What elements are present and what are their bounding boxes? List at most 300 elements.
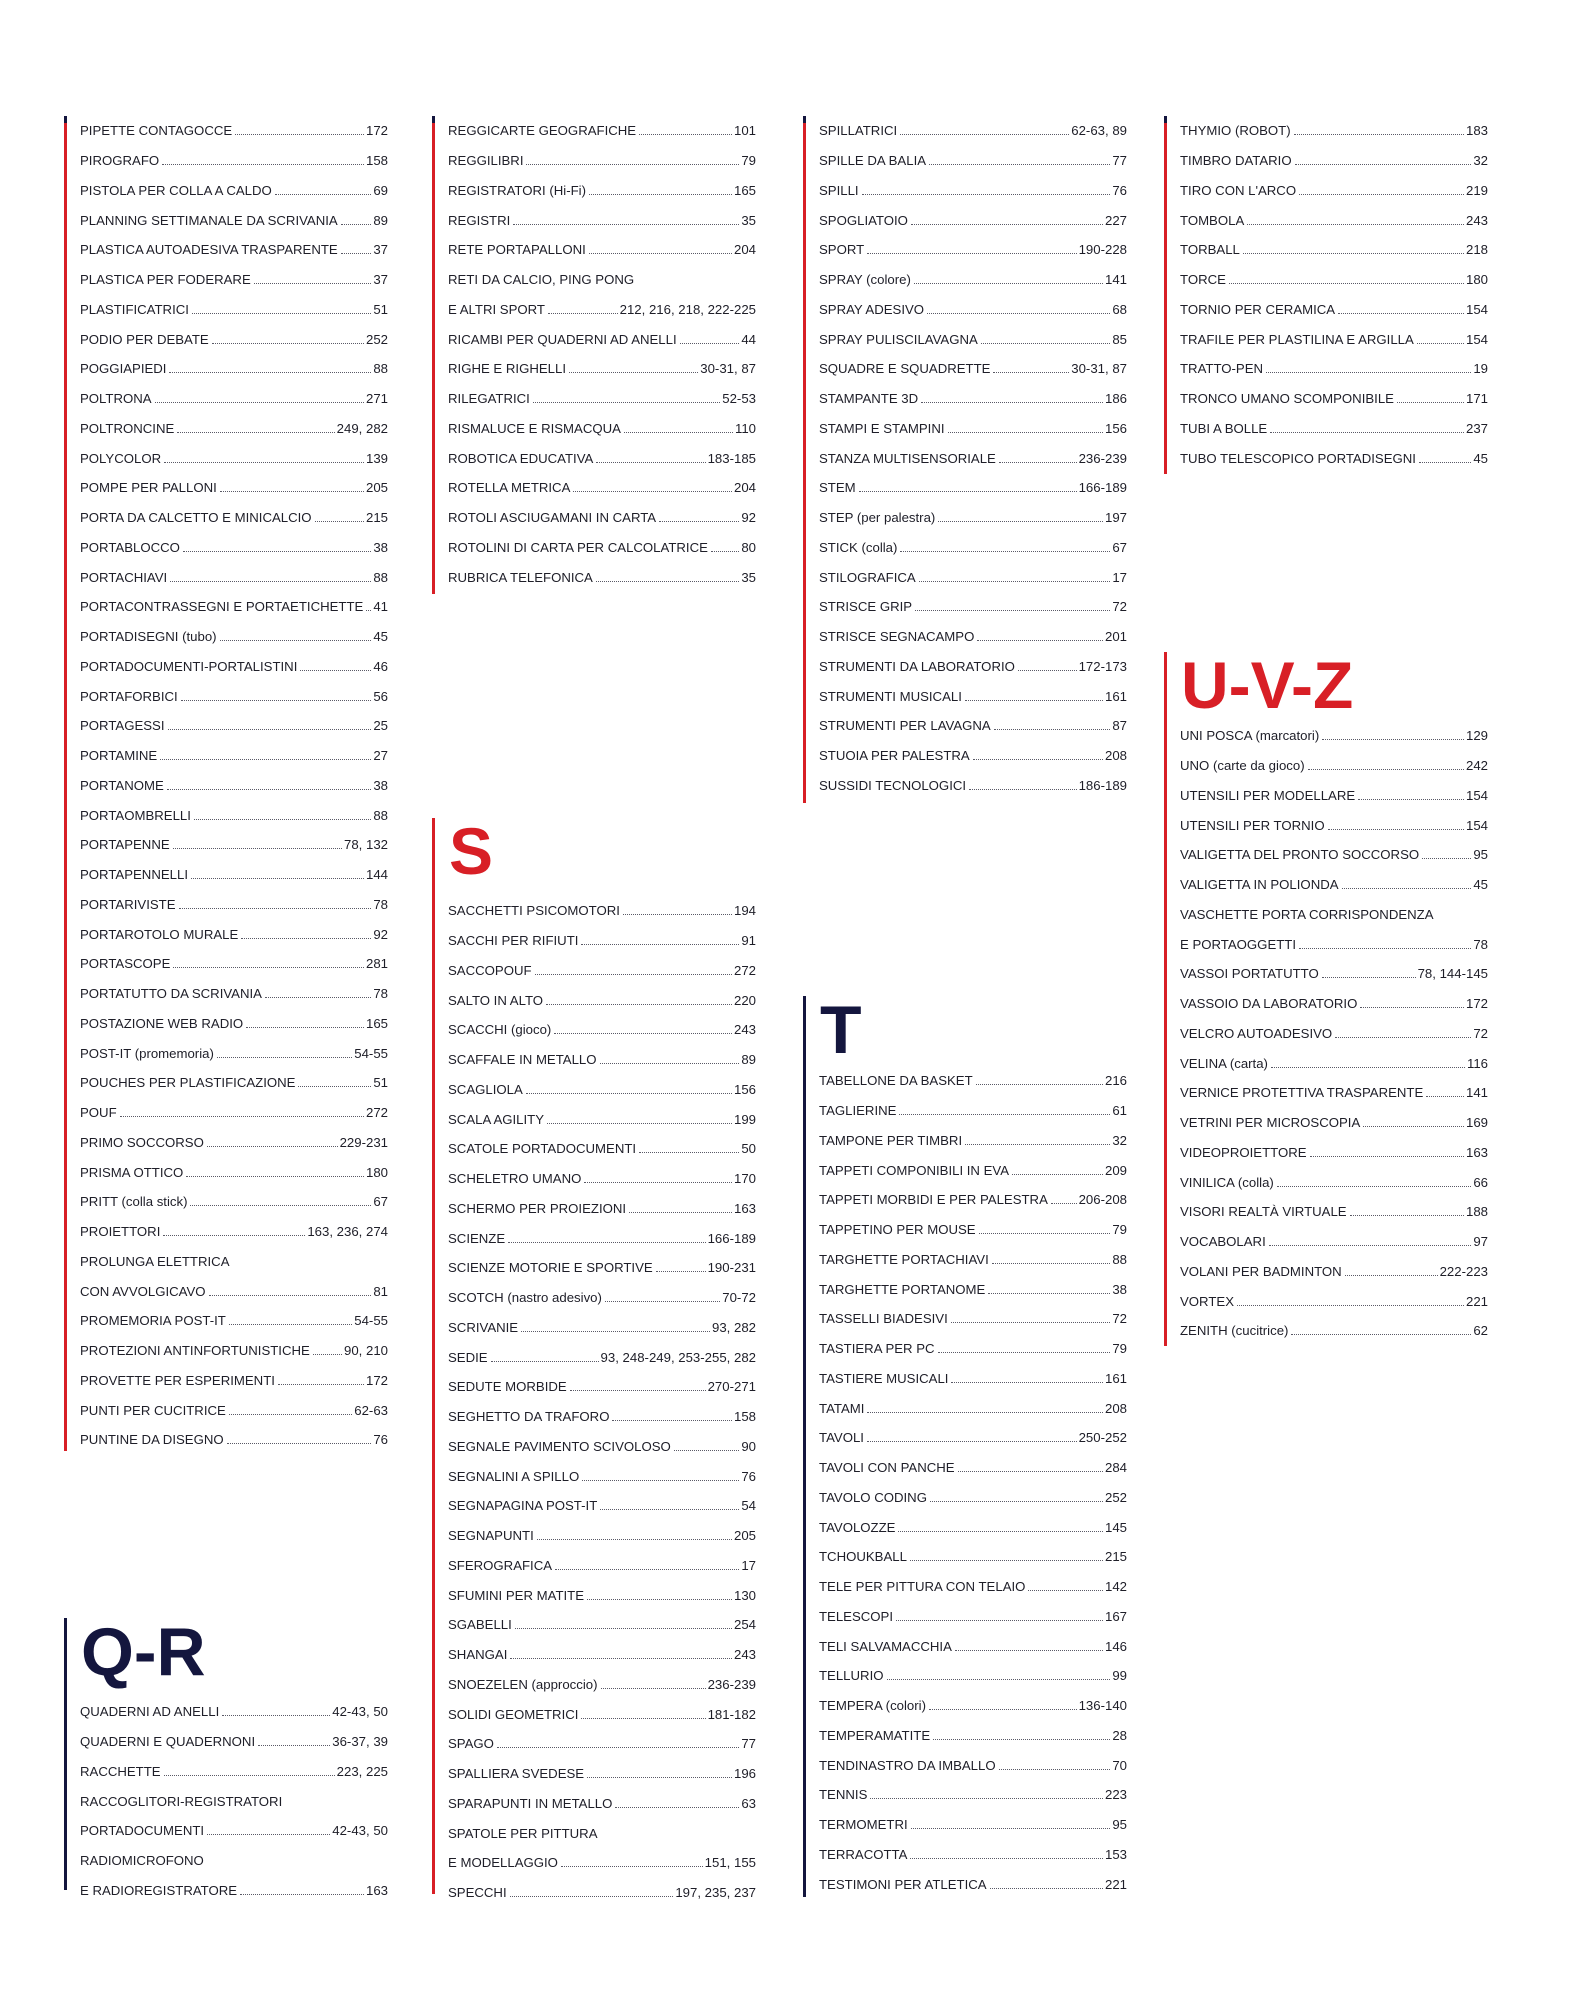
index-entry [1180,1257,1488,1287]
dot-leader [535,974,732,975]
entry-label: E PORTAOGGETTI [1180,936,1297,952]
entry-label: STEP (per palestra) [819,510,936,526]
entry-page: 89 [741,1052,756,1068]
dot-leader [1310,1156,1464,1157]
entry-page: 165 [365,1015,388,1031]
entry-label: TAVOLI [819,1430,864,1446]
entry-label: QUADERNI AD ANELLI [80,1704,220,1720]
entry-page: 167 [1104,1608,1127,1624]
index-entry [1180,781,1488,811]
dot-leader [220,491,364,492]
dot-leader [927,313,1110,314]
index-entry [819,503,1127,533]
entry-label: TRONCO UMANO SCOMPONIBILE [1180,391,1394,407]
entry-label: TUBI A BOLLE [1180,420,1268,436]
index-entry [448,1640,756,1670]
index-entry [1180,1316,1488,1346]
entry-page: 172 [365,1372,388,1388]
entry-page: 183-185 [707,450,756,466]
index-entry [448,1015,756,1045]
dot-leader [209,1295,372,1296]
dot-leader [164,1775,335,1776]
index-entry [819,1602,1127,1632]
index-entry [819,1691,1127,1721]
entry-label: PORTADISEGNI (tubo) [80,629,217,645]
entry-label: TRAFILE PER PLASTILINA E ARGILLA [1180,331,1414,347]
index-entry [448,1848,756,1878]
index-entry [1180,1227,1488,1257]
index-entry [80,1068,388,1098]
index-entry [819,681,1127,711]
index-entry [1180,235,1488,265]
entry-label: SACCOPOUF [448,962,532,978]
dot-leader [990,1888,1103,1889]
entry-label: TAMPONE PER TIMBRI [819,1132,963,1148]
index-entry [819,176,1127,206]
entry-page: 50 [741,1141,756,1157]
entry-label: TIRO CON L'ARCO [1180,182,1297,198]
entry-label: VINILICA (colla) [1180,1174,1274,1190]
index-entry [448,926,756,956]
index-entry [1180,810,1488,840]
index-entry [448,1521,756,1551]
section-bar [1164,652,1167,1346]
entry-page: 271 [365,391,388,407]
entry-page: 62-63, 89 [1071,123,1127,139]
index-entry [1180,1138,1488,1168]
entry-label: PORTAGESSI [80,718,165,734]
dot-leader [191,878,364,879]
dot-leader [183,551,371,552]
entry-label: PORTACHIAVI [80,569,168,585]
entry-label: PORTADOCUMENTI-PORTALISTINI [80,658,298,674]
entry-label: PORTAROTOLO MURALE [80,926,239,942]
dot-leader [911,224,1103,225]
entry-page: 215 [1104,1549,1127,1565]
entry-page: 45 [1473,877,1488,893]
dot-leader [313,1354,342,1355]
entry-label: SPALLIERA SVEDESE [448,1766,585,1782]
dot-leader [859,491,1077,492]
index-entry [80,622,388,652]
index-entry [819,1869,1127,1899]
index-entry [448,1729,756,1759]
index-entry [80,562,388,592]
entry-label: STRISCE SEGNACAMPO [819,629,975,645]
entry-page: 180 [1465,272,1488,288]
dot-leader [623,914,732,915]
dot-leader [900,551,1110,552]
index-entry [819,354,1127,384]
dot-leader [1350,1215,1464,1216]
dot-leader [965,1144,1110,1145]
entry-page: 158 [733,1409,756,1425]
section-letter: U-V-Z [1181,648,1354,722]
dot-leader [222,1715,330,1716]
entry-label: PIROGRAFO [80,153,160,169]
dot-leader [1277,1186,1472,1187]
entry-page: 72 [1112,1311,1127,1327]
dot-leader [929,1709,1077,1710]
index-entry [80,1157,388,1187]
entry-page: 249, 282 [336,420,388,436]
dot-leader [1294,134,1464,135]
index-entry [80,1217,388,1247]
entry-page: 141 [1465,1085,1488,1101]
dot-leader [965,700,1103,701]
entry-page: 37 [373,242,388,258]
index-entry [448,1491,756,1521]
entry-label: PORTADOCUMENTI [80,1823,205,1839]
entry-list [819,116,1127,800]
entry-label: SPORT [819,242,865,258]
entry-label: SEGNALE PAVIMENTO SCIVOLOSO [448,1438,671,1454]
entry-page: 76 [741,1468,756,1484]
index-section-t-continued [1164,116,1488,474]
dot-leader [181,700,372,701]
entry-page: 252 [1104,1489,1127,1505]
index-entry [80,384,388,414]
entry-label: RUBRICA TELEFONICA [448,569,593,585]
entry-label: PORTAMINE [80,748,158,764]
entry-label: PROMEMORIA POST-IT [80,1313,226,1329]
index-entry [819,1453,1127,1483]
entry-page: 163 [365,1882,388,1898]
entry-page: 42-43, 50 [332,1823,388,1839]
entry-label: SPRAY ADESIVO [819,301,925,317]
entry-label: PISTOLA PER COLLA A CALDO [80,182,272,198]
entry-label: PROLUNGA ELETTRICA [80,1253,230,1269]
index-entry [819,1245,1127,1275]
dot-leader [163,1235,305,1236]
entry-label: SCATOLE PORTADOCUMENTI [448,1141,637,1157]
index-entry [80,414,388,444]
entry-label: STRUMENTI PER LAVAGNA [819,718,991,734]
entry-page: 156 [733,1081,756,1097]
entry-list [80,1697,388,1905]
entry-label: STANZA MULTISENSORIALE [819,450,996,466]
dot-leader [584,1182,732,1183]
entry-label: VISORI REALTÀ VIRTUALE [1180,1204,1347,1220]
entry-page: 151, 155 [704,1855,756,1871]
entry-label: SCRIVANIE [448,1319,519,1335]
entry-page: 69 [373,182,388,198]
entry-page: 78, 144-145 [1417,966,1488,982]
dot-leader [1342,888,1472,889]
index-entry [448,1818,756,1848]
entry-page: 77 [741,1736,756,1752]
entry-page: 252 [365,331,388,347]
dot-leader [914,283,1103,284]
index-entry [80,1187,388,1217]
entry-page: 54-55 [354,1045,388,1061]
entry-label: PORTAPENNE [80,837,170,853]
dot-leader [220,640,372,641]
entry-label: SACCHI PER RIFIUTI [448,933,579,949]
entry-label: STRUMENTI DA LABORATORIO [819,658,1015,674]
dot-leader [624,432,733,433]
index-entry [80,176,388,206]
dot-leader [240,1894,364,1895]
index-entry [819,295,1127,325]
index-entry [448,562,756,592]
dot-leader [510,1896,674,1897]
index-entry [80,1366,388,1396]
entry-page: 129 [1465,728,1488,744]
index-entry [1180,146,1488,176]
index-entry [80,949,388,979]
entry-label: SPRAY PULISCILAVAGNA [819,331,978,347]
index-entry [819,1483,1127,1513]
entry-page: 139 [365,450,388,466]
dot-leader [513,224,739,225]
entry-label: PLASTICA AUTOADESIVA TRASPARENTE [80,242,338,258]
entry-label: SCACCHI (gioco) [448,1022,552,1038]
entry-page: 272 [733,962,756,978]
index-entry [819,473,1127,503]
index-entry [448,1253,756,1283]
index-entry [448,1402,756,1432]
entry-page: 145 [1104,1519,1127,1535]
index-entry [819,1780,1127,1810]
dot-leader [497,1747,739,1748]
entry-label: SEDIE [448,1349,488,1365]
entry-label: PORTACONTRASSEGNI E PORTAETICHETTE [80,599,364,615]
dot-leader [870,1798,1103,1799]
index-entry [80,592,388,622]
dot-leader [629,1212,732,1213]
index-entry [448,1759,756,1789]
entry-label: PRISMA OTTICO [80,1164,184,1180]
section-bar [803,123,806,803]
entry-label: PORTASCOPE [80,956,171,972]
dot-leader [164,462,364,463]
entry-label: TORBALL [1180,242,1240,258]
entry-page: 183 [1465,123,1488,139]
dot-leader [615,1807,739,1808]
entry-label: SPILLI [819,182,859,198]
dot-leader [526,164,739,165]
dot-leader [167,789,372,790]
index-entry [448,1670,756,1700]
dot-leader [992,1263,1111,1264]
index-entry [80,443,388,473]
entry-label: SCAFFALE IN METALLO [448,1052,597,1068]
entry-label: SEGNAPAGINA POST-IT [448,1498,598,1514]
index-entry [80,1336,388,1366]
index-entry [448,1194,756,1224]
entry-page: 194 [733,903,756,919]
index-entry [1180,1078,1488,1108]
index-entry [80,1395,388,1425]
entry-label: SCALA AGILITY [448,1111,545,1127]
dot-leader [900,134,1069,135]
entry-label: SPOGLIATOIO [819,212,908,228]
index-entry [819,1215,1127,1245]
entry-page: 236-239 [1078,450,1127,466]
entry-page: 166-189 [1078,480,1127,496]
entry-page: 204 [733,480,756,496]
entry-page: 206-208 [1078,1192,1127,1208]
entry-list [448,896,756,1908]
index-entry [1180,1286,1488,1316]
entry-label: PORTAOMBRELLI [80,807,191,823]
entry-label: TRATTO-PEN [1180,361,1264,377]
entry-list [1180,721,1488,1346]
entry-label: TELI SALVAMACCHIA [819,1638,952,1654]
dot-leader [258,1745,330,1746]
entry-page: 67 [1112,539,1127,555]
index-entry [1180,751,1488,781]
entry-label: PRIMO SOCCORSO [80,1134,204,1150]
entry-label: PORTA DA CALCETTO E MINICALCIO [80,510,312,526]
entry-page: 88 [373,807,388,823]
entry-label: POST-IT (promemoria) [80,1045,214,1061]
dot-leader [573,491,732,492]
index-entry [819,1393,1127,1423]
entry-label: SCOTCH (nastro adesivo) [448,1290,602,1306]
entry-label: PROTEZIONI ANTINFORTUNISTICHE [80,1343,310,1359]
entry-label: TIMBRO DATARIO [1180,153,1292,169]
entry-label: TENNIS [819,1787,868,1803]
index-entry [80,1757,388,1787]
entry-list [1180,116,1488,473]
index-entry [448,473,756,503]
dot-leader [639,134,732,135]
entry-page: 76 [1112,182,1127,198]
dot-leader [173,967,364,968]
entry-page: 169 [1465,1115,1488,1131]
dot-leader [300,670,371,671]
entry-label: SFUMINI PER MATITE [448,1587,585,1603]
dot-leader [1397,402,1464,403]
entry-label: VASSOI PORTATUTTO [1180,966,1319,982]
entry-page: 90 [741,1438,756,1454]
index-entry [448,176,756,206]
index-entry [819,1572,1127,1602]
entry-label: STAMPI E STAMPINI [819,420,945,436]
dot-leader [582,1480,739,1481]
index-entry [80,1128,388,1158]
entry-label: TARGHETTE PORTACHIAVI [819,1251,989,1267]
entry-label: TASTIERE MUSICALI [819,1370,949,1386]
entry-page: 93, 248-249, 253-255, 282 [600,1349,756,1365]
entry-label: PUNTI PER CUCITRICE [80,1402,226,1418]
dot-leader [177,432,334,433]
entry-page: 68 [1112,301,1127,317]
index-entry [448,1104,756,1134]
entry-page: 146 [1104,1638,1127,1654]
entry-page: 196 [733,1766,756,1782]
entry-page: 95 [1112,1817,1127,1833]
entry-page: 88 [373,569,388,585]
index-entry [819,592,1127,622]
dot-leader [194,819,371,820]
dot-leader [587,1599,732,1600]
section-bar-top [432,116,435,123]
entry-label: E MODELLAGGIO [448,1855,558,1871]
entry-page: 77 [1112,153,1127,169]
entry-page: 38 [373,539,388,555]
entry-page: 161 [1104,688,1127,704]
index-entry [819,1096,1127,1126]
section-bar [432,123,435,594]
entry-label: ROTELLA METRICA [448,480,571,496]
dot-leader [656,1271,706,1272]
entry-label: POUCHES PER PLASTIFICAZIONE [80,1075,296,1091]
entry-page: 54-55 [354,1313,388,1329]
entry-label: TEMPERAMATITE [819,1727,931,1743]
dot-leader [979,1233,1111,1234]
entry-label: TAPPETI MORBIDI E PER PALESTRA [819,1192,1048,1208]
entry-page: 35 [741,569,756,585]
index-entry [80,1876,388,1906]
entry-page: 242 [1465,758,1488,774]
entry-page: 218 [1465,242,1488,258]
entry-label: QUADERNI E QUADERNONI [80,1734,256,1750]
entry-label: VASCHETTE PORTA CORRISPONDENZA [1180,906,1434,922]
index-entry [448,503,756,533]
entry-page: 180 [365,1164,388,1180]
index-entry [819,324,1127,354]
dot-leader [601,1688,706,1689]
entry-page: 72 [1112,599,1127,615]
entry-label: UNI POSCA (marcatori) [1180,728,1320,744]
entry-label: ROTOLINI DI CARTA PER CALCOLATRICE [448,539,708,555]
entry-label: RACCHETTE [80,1763,161,1779]
entry-page: 88 [1112,1251,1127,1267]
index-entry [1180,324,1488,354]
dot-leader [1229,283,1464,284]
dot-leader [235,134,364,135]
index-entry [80,1098,388,1128]
dot-leader [254,283,372,284]
entry-page: 219 [1465,182,1488,198]
index-entry [1180,929,1488,959]
entry-page: 221 [1104,1876,1127,1892]
entry-page: 32 [1112,1132,1127,1148]
index-entry [80,473,388,503]
entry-label: STUOIA PER PALESTRA [819,748,970,764]
index-entry [448,205,756,235]
index-entry [80,116,388,146]
dot-leader [933,1739,1110,1740]
entry-page: 90, 210 [344,1343,388,1359]
dot-leader [896,1620,1103,1621]
index-entry [80,711,388,741]
entry-label: SCIENZE [448,1230,506,1246]
entry-label: VORTEX [1180,1293,1234,1309]
entry-label: SACCHETTI PSICOMOTORI [448,903,620,919]
index-entry [819,1126,1127,1156]
dot-leader [366,610,371,611]
entry-page: 142 [1104,1579,1127,1595]
entry-label: TUBO TELESCOPICO PORTADISEGNI [1180,450,1416,466]
index-entry [80,800,388,830]
dot-leader [999,462,1077,463]
entry-label: SPRAY (colore) [819,272,911,288]
entry-label: POSTAZIONE WEB RADIO [80,1015,244,1031]
dot-leader [526,1093,732,1094]
index-entry [1180,959,1488,989]
entry-page: 201 [1104,629,1127,645]
entry-page: 186 [1104,391,1127,407]
index-entry [80,235,388,265]
dot-leader [600,1509,739,1510]
index-entry [448,1342,756,1372]
index-entry [819,1631,1127,1661]
dot-leader [994,729,1111,730]
